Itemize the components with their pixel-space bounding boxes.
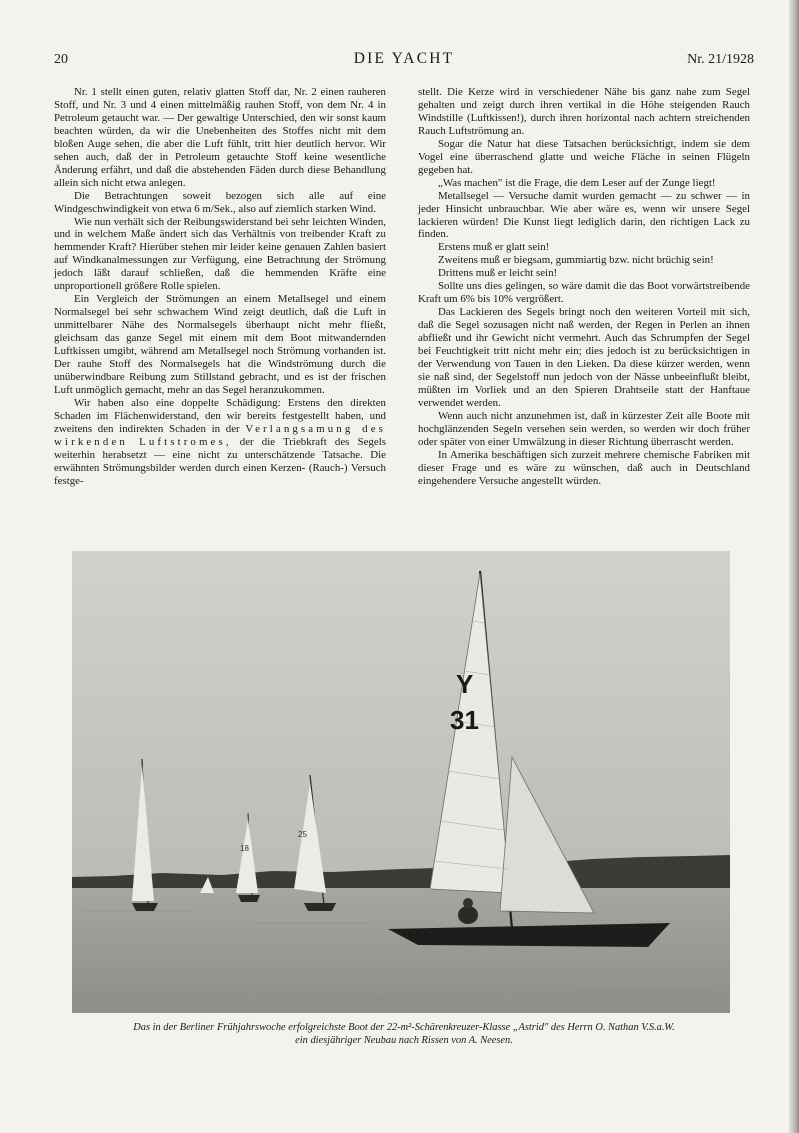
spaced-emphasis: Verlangsamung des wirkenden Luftstromes, [54, 422, 386, 448]
paragraph: Nr. 1 stellt einen guten, relativ glatten Stoff dar, Nr. 2 einen rauheren Stoff, und Nr. 3 und 4 einen mittelmäßig rauhen Stoff, von dem Nr. 4 in Petroleum getaucht war. — Der gewaltige Unterschied, den wir sonst kaum beachten würden, da wir die Unebenheiten des Stoffes nicht mit dem bloßen Auge sehen, die aber die Luft fühlt, tritt hier deutlich hervor. Wir sehen auch, daß der in Petroleum getauchte Stoff keine wesentliche Änderung erfährt, und daß die abstehenden Fäden durch diese Behandlung allein sich nicht etwa anlegen. [54, 86, 386, 189]
sail-number: 18 [240, 844, 249, 853]
crew-figure [458, 906, 478, 924]
left-column [54, 86, 386, 488]
paragraph: Wenn auch nicht anzunehmen ist, daß in kürzester Zeit alle Boote mit hochglänzenden Segeln versehen sein werden, so werden wir doch früher oder später von einer Umwälzung in dieser Richtung überrascht werden. [418, 409, 750, 448]
paragraph: Drittens muß er leicht sein! [438, 267, 558, 280]
paragraph-text: Wir haben also eine doppelte Schädigung: Erstens den direkten Schaden im Flächenwiderstand, den wir bereits festgestellt haben, und zweitens den indirekten Schaden in der [54, 396, 386, 435]
paragraph: Das Lackieren des Segels bringt noch den weiteren Vorteil mit sich, daß die Segel sozusagen nicht naß werden, der Regen in Perlen an ihnen abfließt und ihr Gewicht nicht vermehrt. Auch das Schrumpfen der Segel bei Feuchtigkeit tritt nicht mehr ein; dies jedoch ist zu berücksichtigen in der Verwendung von Tauen in den Lieken. Da diese kürzer werden, wenn sie naß sind, der Segelstoff nun jedoch von der Nässe unbeeinflußt bleibt, müßten im Vorliek und an den Spieren Drahtseile statt der Hanftaue verwendet werden. [418, 306, 750, 409]
paragraph [54, 397, 386, 488]
sky [72, 551, 730, 881]
paragraph: Ein Vergleich der Strömungen an einem Metallsegel und einem Normalsegel bei sehr schwachem Wind zeigt deutlich, daß die Luft in unmittelbarer Nähe des Normalsegels überhaupt nicht mehr fließt, gleichsam das ganze Segel mit einem mit dem Boot mitwandernden Luftkissen umgibt, während am Metallsegel noch Strömung vorhanden ist. Der rauhe Stoff des Normalsegels hat die Windströmung durch die unüberwindbare Reibung zum Stillstand gebracht, und es ist der frischen Luft unmöglich gemacht, mehr an das Segel heranzukommen. [54, 293, 386, 396]
right-column [418, 86, 750, 488]
crew-head [463, 898, 473, 908]
sail-letter: Y [456, 669, 474, 699]
paragraph-text: der die Triebkraft des Segels weiterhin herabsetzt — eine nicht zu unterschätzende Tatsache. Die erwähnten Strömungsbilder werden durch einen Kerzen- (Rauch-) Versuch festge- [54, 435, 386, 487]
paragraph: Metallsegel — Versuche damit wurden gemacht — zu schwer — in jeder Hinsicht unbrauchbar. Wie aber wäre es, wenn wir unsere Segel lackieren würden! Die Kunst liegt lediglich darin, den richtigen Lack zu finden. [418, 189, 750, 241]
paragraph: In Amerika beschäftigen sich zurzeit mehrere chemische Fabriken mit dieser Frage und es wäre zu wünschen, daß auch in Deutschland eingehendere Versuche angestellt würden. [418, 448, 750, 487]
sail-number: 31 [450, 705, 479, 735]
page-header [54, 50, 754, 72]
paragraph: Erstens muß er glatt sein! [438, 241, 550, 254]
caption-line: Das in der Berliner Frühjahrswoche erfolgreichste Boot der 22-m²-Schärenkreuzer-Klasse „Astrid" des Herrn O. Nathan V.S.a.W. [133, 1022, 675, 1033]
caption-line: ein diesjähriger Neubau nach Rissen von A. Neesen. [295, 1034, 513, 1046]
journal-title: DIE YACHT [353, 50, 455, 67]
sailboat-photo [72, 551, 730, 1013]
paragraph: stellt. Die Kerze wird in verschiedener Nähe bis ganz nahe zum Segel gehalten und zeigt durch ihren vertikal in die Höhe steigenden Rauch Windstille (Luftkissen!), durch ihren horizontal nach achtern streichenden Rauch Luftströmung an. [418, 86, 750, 137]
photo-caption [54, 1022, 754, 1047]
paragraph: Zweitens muß er biegsam, gummiartig bzw. nicht brüchig sein! [438, 254, 714, 267]
issue-number: Nr. 21/1928 [687, 52, 754, 67]
sail-number: 25 [298, 830, 307, 839]
paragraph: „Was machen" ist die Frage, die dem Leser auf der Zunge liegt! [438, 176, 716, 189]
paragraph: Sollte uns dies gelingen, so wäre damit die das Boot vorwärtstreibende Kraft um 6% bis 10% vergrößert. [418, 280, 750, 306]
paragraph: Wie nun verhält sich der Reibungswiderstand bei sehr leichten Winden, und in welchem Maße ändert sich das Verhältnis von treibender Kraft zu hemmender Kraft? Hierüber stehen mir leider keine genauen Zahlen basiert auf Windkanalmessungen zur Verfügung, eine Betrachtung der Strömung jedoch läßt darauf schließen, daß die hemmenden Kräfte eine unproportionell größere Rolle spielen. [54, 215, 386, 293]
page-edge [789, 0, 799, 1133]
page-number: 20 [54, 52, 68, 67]
paragraph: Die Betrachtungen soweit bezogen sich alle auf eine Windgeschwindigkeit von etwa 6 m/Sek., also auf ziemlich starken Wind. [54, 189, 386, 215]
photo-illustration [72, 551, 730, 1013]
paragraph: Sogar die Natur hat diese Tatsachen berücksichtigt, indem sie dem Vogel eine überraschend glatte und weiche Fläche in seinen Flügeln gegeben hat. [418, 137, 750, 176]
